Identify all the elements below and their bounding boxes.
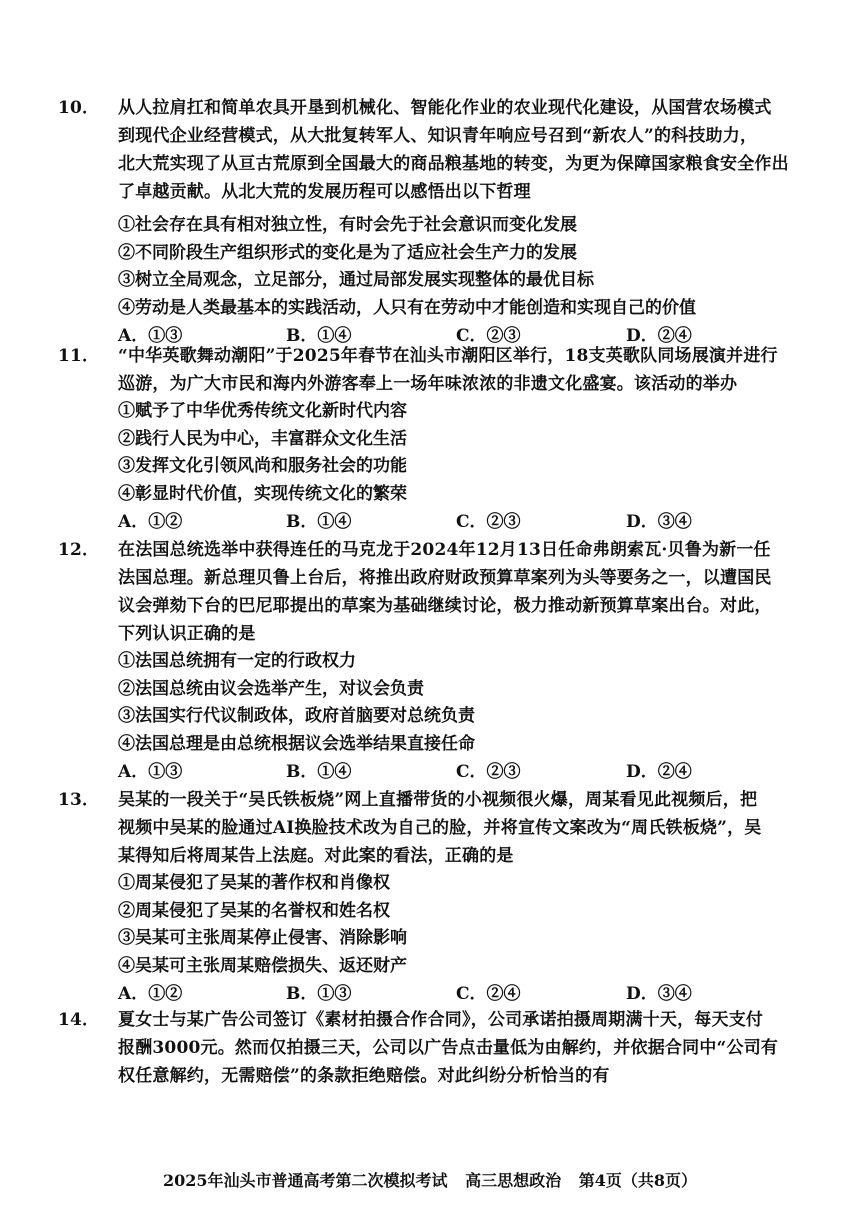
statement-option: ④吴某可主张周某赔偿损失、返还财产 [118, 955, 407, 976]
question-stem-line: 某得知后将周某告上法庭。对此案的看法，正确的是 [118, 846, 514, 866]
page-footer [0, 1168, 860, 1191]
statement-option: ①周某侵犯了吴某的著作权和肖像权 [118, 873, 390, 893]
answer-choice-d[interactable]: D．②④ [626, 762, 692, 782]
answer-choices [88, 508, 788, 536]
question-stem-line: 下列认识正确的是 [118, 624, 256, 644]
answer-choices [88, 980, 788, 1008]
statement-option: ②周某侵犯了吴某的名誉权和姓名权 [118, 900, 390, 921]
answer-choice-d[interactable]: D．②④ [626, 326, 692, 346]
question-stem-line: 北大荒实现了从亘古荒原到全国最大的商品粮基地的转变，为更为保障国家粮食安全作出 [118, 154, 789, 174]
question-number: 10． [58, 98, 100, 118]
statement-option: ③法国实行代议制政体，政府首脑要对总统负责 [118, 706, 475, 726]
statement-option: ①赋予了中华优秀传统文化新时代内容 [118, 401, 407, 421]
answer-choice-b[interactable]: B．①③ [286, 984, 352, 1004]
question-14 [58, 1006, 788, 1090]
answer-choices [88, 758, 788, 786]
statement-option: ②不同阶段生产组织形式的变化是为了适应社会生产力的发展 [118, 242, 577, 263]
question-number: 12． [58, 540, 100, 560]
question-number: 13． [58, 790, 100, 810]
footer-subject: 高三思想政治 [465, 1171, 562, 1190]
question-stem-line: 法国总理。新总理贝鲁上台后，将推出政府财政预算草案列为头等要务之一，以遭国民 [118, 568, 772, 588]
statement-option: ③树立全局观念，立足部分，通过局部发展实现整体的最优目标 [118, 270, 594, 290]
question-stem-line: 从人拉肩扛和简单农具开垦到机械化、智能化作业的农业现代化建设，从国营农场模式 [118, 98, 772, 118]
answer-choice-c[interactable]: C．②③ [456, 326, 521, 346]
statement-option: ②践行人民为中心，丰富群众文化生活 [118, 428, 407, 449]
statement-option: ④劳动是人类最基本的实践活动，人只有在劳动中才能创造和实现自己的价值 [118, 297, 696, 318]
answer-choice-b[interactable]: B．①④ [286, 326, 352, 346]
statement-option: ①法国总统拥有一定的行政权力 [118, 651, 356, 671]
answer-choice-c[interactable]: C．②③ [456, 512, 521, 532]
question-stem-line: 到现代企业经营模式，从大批复转军人、知识青年响应号召到“新农人”的科技助力， [118, 126, 758, 146]
question-stem-line: 吴某的一段关于“吴氏铁板烧”网上直播带货的小视频很火爆，周某看见此视频后，把 [118, 790, 758, 810]
question-stem-line: 了卓越贡献。从北大荒的发展历程可以感悟出以下哲理 [118, 182, 531, 202]
answer-choice-b[interactable]: B．①④ [286, 762, 352, 782]
question-number: 11． [58, 346, 100, 366]
question-stem-line: 夏女士与某广告公司签订《素材拍摄合作合同》，公司承诺拍摄周期满十天，每天支付 [118, 1010, 764, 1030]
statement-option: ①社会存在具有相对独立性，有时会先于社会意识而变化发展 [118, 215, 577, 235]
question-number: 14． [58, 1010, 100, 1030]
question-stem-line: 视频中吴某的脸通过AI换脸技术改为自己的脸，并将宣传文案改为“周氏铁板烧”，吴 [118, 818, 762, 838]
question-13 [58, 786, 788, 1008]
question-10 [58, 94, 789, 350]
question-stem-line: 巡游，为广大市民和海内外游客奉上一场年味浓浓的非遗文化盛宴。该活动的举办 [118, 374, 738, 394]
statement-option: ②法国总统由议会选举产生，对议会负责 [118, 678, 424, 699]
statement-option: ③吴某可主张周某停止侵害、消除影响 [118, 928, 407, 948]
answer-choice-a[interactable]: A．①② [118, 512, 183, 532]
question-stem-line: 在法国总统选举中获得连任的马克龙于2024年12月13日任命弗朗索瓦·贝鲁为新一任 [118, 540, 771, 560]
answer-choice-a[interactable]: A．①③ [118, 762, 183, 782]
answer-choice-d[interactable]: D．③④ [626, 984, 692, 1004]
answer-choice-c[interactable]: C．②③ [456, 762, 521, 782]
footer-page-number: 第4页（共8页） [578, 1171, 697, 1190]
statement-option: ④彰显时代价值，实现传统文化的繁荣 [118, 483, 407, 504]
answer-choice-d[interactable]: D．③④ [626, 512, 692, 532]
statement-option: ③发挥文化引领风尚和服务社会的功能 [118, 456, 407, 476]
answer-choice-c[interactable]: C．②④ [456, 984, 521, 1004]
footer-exam-title: 2025年汕头市普通高考第二次模拟考试 [163, 1171, 448, 1190]
answer-choice-b[interactable]: B．①④ [286, 512, 352, 532]
question-stem-line: 议会弹劾下台的巴尼耶提出的草案为基础继续讨论，极力推动新预算草案出台。对此， [118, 596, 772, 616]
question-12 [58, 536, 788, 786]
question-11 [58, 342, 788, 536]
question-stem-line: 报酬3000元。然而仅拍摄三天，公司以广告点击量低为由解约，并依据合同中“公司有 [118, 1038, 779, 1058]
statement-option: ④法国总理是由总统根据议会选举结果直接任命 [118, 733, 475, 754]
question-stem-line: “中华英歌舞动潮阳”于2025年春节在汕头市潮阳区举行，18支英歌队同场展演并进行 [118, 346, 778, 366]
answer-choice-a[interactable]: A．①③ [118, 326, 183, 346]
question-stem-line: 权任意解约，无需赔偿”的条款拒绝赔偿。对此纠纷分析恰当的有 [118, 1066, 610, 1086]
answer-choice-a[interactable]: A．①② [118, 984, 183, 1004]
